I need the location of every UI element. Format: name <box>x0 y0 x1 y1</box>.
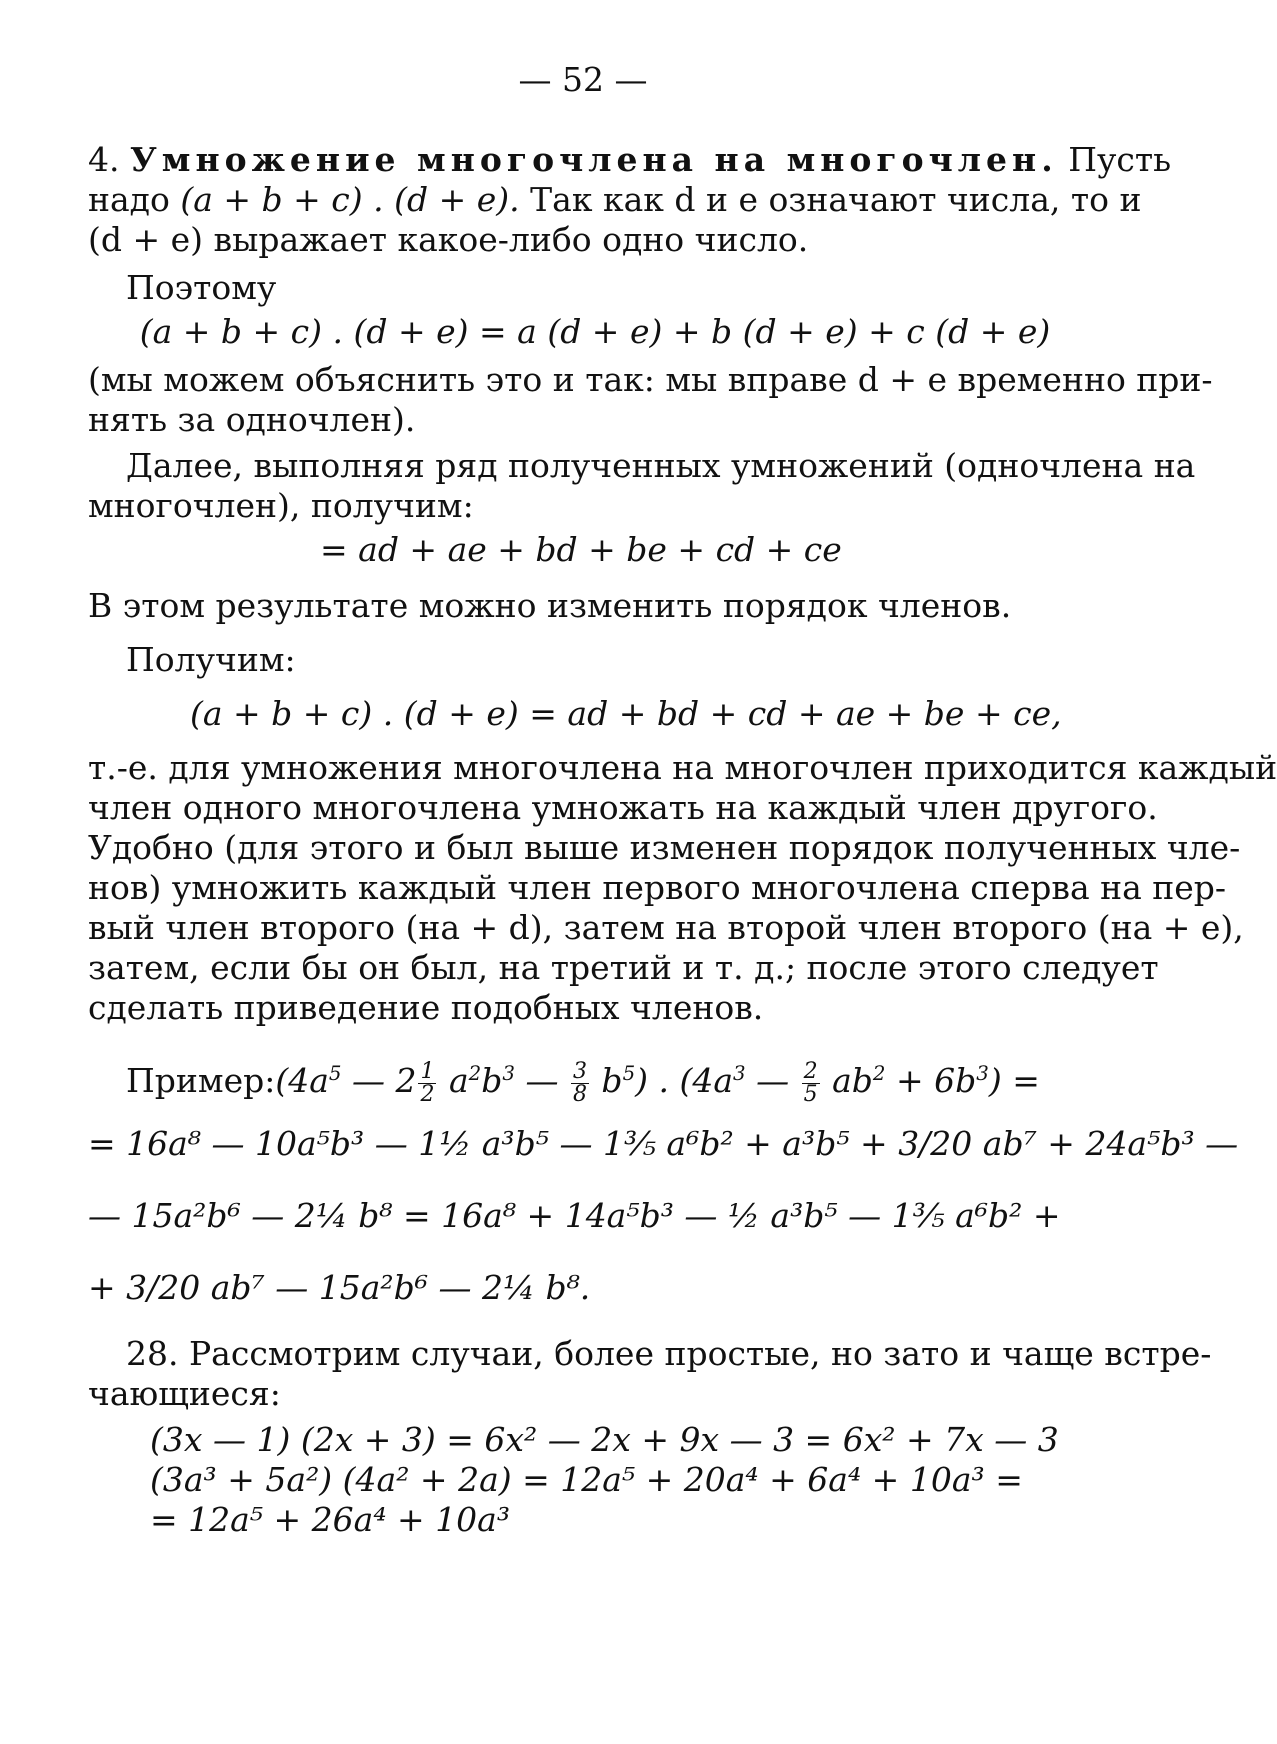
poetomu-label: Поэтому <box>126 268 277 307</box>
example-line-3: — 15a²b⁶ — 2¼ b⁸ = 16a⁸ + 14a⁵b³ — ½ a³b⁵ — 1⅗ a⁶b² + <box>88 1196 1061 1235</box>
rule-line-3: Удобно (для этого и был выше изменен порядок полученных чле- <box>88 828 1241 867</box>
rule-line-7: сделать приведение подобных членов. <box>88 988 764 1027</box>
section-28-line-1: 28. Рассмотрим случаи, более простые, но зато и чаще встре- <box>126 1334 1212 1373</box>
example-line-4: + 3/20 ab⁷ — 15a²b⁶ — 2¼ b⁸. <box>88 1268 591 1307</box>
section-4-line-3: (d + e) выражает какое-либо одно число. <box>88 220 809 259</box>
section-4-line-2: надо (a + b + c) . (d + e). Так как d и e означают числа, то и <box>88 180 1142 219</box>
order-text: В этом результате можно изменить порядок членов. <box>88 586 1012 625</box>
example-label: Пример: <box>126 1061 276 1100</box>
fraction-two-fifths: $\frac{2}{5}$ <box>803 1058 818 1107</box>
dalee-line-1: Далее, выполняя ряд полученных умножений (одночлена на <box>126 446 1196 485</box>
page-number: — 52 — <box>518 60 648 99</box>
rule-line-4: нов) умножить каждый член первого многочлена сперва на пер- <box>88 868 1227 907</box>
intro-word: Пусть <box>1068 140 1172 179</box>
product-expression: (a + b + c) . (d + e). <box>180 180 520 219</box>
fraction-one-half: $\frac{1}{2}$ <box>420 1058 435 1107</box>
final-formula-3: = 12a⁵ + 26a⁴ + 10a³ <box>150 1500 511 1539</box>
example-line-2: = 16a⁸ — 10a⁵b³ — 1½ a³b⁵ — 1⅗ a⁶b² + a³b⁵ + 3/20 ab⁷ + 24a⁵b³ — <box>88 1124 1239 1163</box>
section-number: 4. <box>88 140 120 179</box>
section-28-line-2: чающиеся: <box>88 1374 281 1413</box>
formula-distribution: (a + b + c) . (d + e) = a (d + e) + b (d + e) + c (d + e) <box>139 312 1051 351</box>
final-formula-1: (3x — 1) (2x + 3) = 6x² — 2x + 9x — 3 = 6x² + 7x — 3 <box>150 1420 1059 1459</box>
remark-line-2: нять за одночлен). <box>88 400 416 439</box>
formula-reordered: (a + b + c) . (d + e) = ad + bd + cd + ae + be + ce, <box>190 694 1062 733</box>
final-formula-2: (3a³ + 5a²) (4a² + 2a) = 12a⁵ + 20a⁴ + 6a⁴ + 10a³ = <box>150 1460 1023 1499</box>
dalee-line-2: многочлен), получим: <box>88 486 474 525</box>
example-line-1: $Пример:(4a^5$ — 2 $\frac{1}{2}$ $a^2b^3$ — $\frac{3}{8}$ $b^5$) . ($4a^3$ — $\frac{2}{5}$ $ab^2 + 6b^3$) = <box>126 1058 1040 1107</box>
rule-line-6: затем, если бы он был, на третий и т. д.; после этого следует <box>88 948 1159 987</box>
rule-line-2: член одного многочлена умножать на каждый член другого. <box>88 788 1158 827</box>
fraction-three-eighths: $\frac{3}{8}$ <box>572 1058 587 1107</box>
rule-line-5: вый член второго (на + d), затем на второй член второго (на + e), <box>88 908 1244 947</box>
poluchim-label: Получим: <box>126 640 296 679</box>
section-4-line-1 <box>88 140 1172 180</box>
formula-expanded: = ad + ae + bd + be + cd + ce <box>320 530 842 569</box>
section-title: Умножение многочлена на многочлен. <box>130 140 1058 179</box>
remark-line-1: (мы можем объяснить это и так: мы вправе d + e временно при- <box>88 360 1213 399</box>
rule-line-1: т.-е. для умножения многочлена на многочлен приходится каждый <box>88 748 1277 787</box>
